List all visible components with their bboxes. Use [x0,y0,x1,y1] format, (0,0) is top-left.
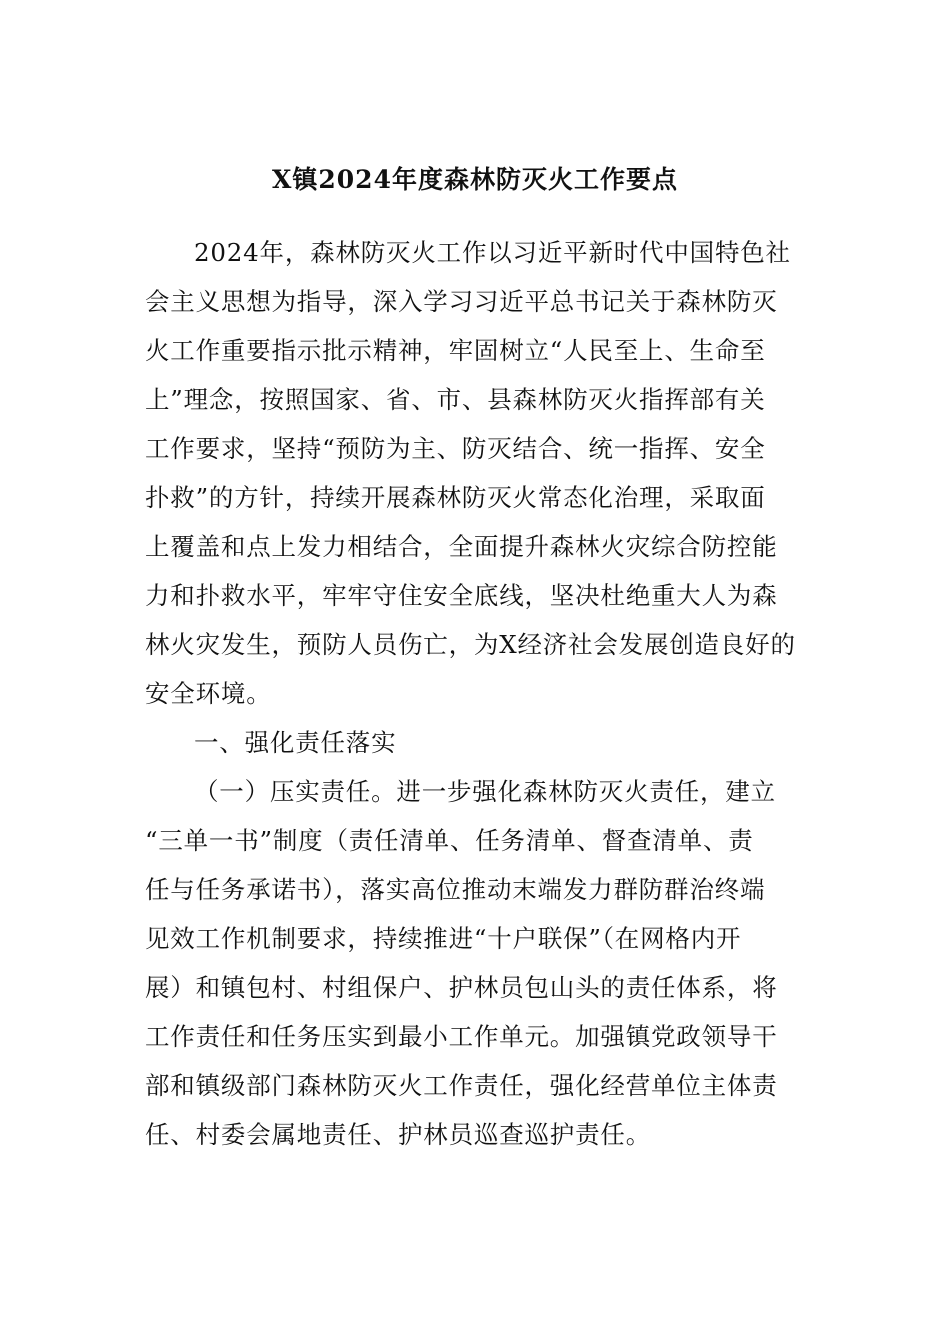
section-line: “三单一书”制度（责任清单、任务清单、督查清单、责 [145,826,754,855]
section-line: 工作责任和任务压实到最小工作单元。加强镇党政领导干 [145,1022,778,1051]
section-line: 任、村委会属地责任、护林员巡查巡护责任。 [145,1120,651,1149]
intro-line: 安全环境。 [145,679,272,708]
section-line: 部和镇级部门森林防灭火工作责任，强化经营单位主体责 [145,1071,778,1100]
section-line: 见效工作机制要求，持续推进“十户联保”（在网格内开 [145,924,742,953]
intro-line: 林火灾发生，预防人员伤亡，为X经济社会发展创造良好的 [145,630,796,659]
section-1-paragraph [145,767,810,1159]
intro-line: 火工作重要指示批示精神，牢固树立“人民至上、生命至 [145,336,766,365]
intro-paragraph [145,228,810,718]
heading-one: 一、强化责任落实 [194,728,397,757]
intro-line: 2024年，森林防灭火工作以习近平新时代中国特色社 [194,238,791,267]
intro-line: 力和扑救水平，牢牢守住安全底线，坚决杜绝重大人为森 [145,581,778,610]
section-line: 任与任务承诺书），落实高位推动末端发力群防群治终端 [145,875,766,904]
intro-line: 会主义思想为指导，深入学习习近平总书记关于森林防灭 [145,287,778,316]
document-title: X镇2024年度森林防灭火工作要点 [272,165,678,194]
section-line: 展）和镇包村、村组保户、护林员包山头的责任体系，将 [145,973,778,1002]
intro-line: 工作要求，坚持“预防为主、防灭结合、统一指挥、安全 [145,434,766,463]
intro-line: 上覆盖和点上发力相结合，全面提升森林火灾综合防控能 [145,532,778,561]
intro-line: 上”理念，按照国家、省、市、县森林防灭火指挥部有关 [145,385,766,414]
section-heading [145,718,810,767]
intro-line: 扑救”的方针，持续开展森林防灭火常态化治理，采取面 [145,483,766,512]
section-line: （一）压实责任。进一步强化森林防灭火责任，建立 [194,777,776,806]
